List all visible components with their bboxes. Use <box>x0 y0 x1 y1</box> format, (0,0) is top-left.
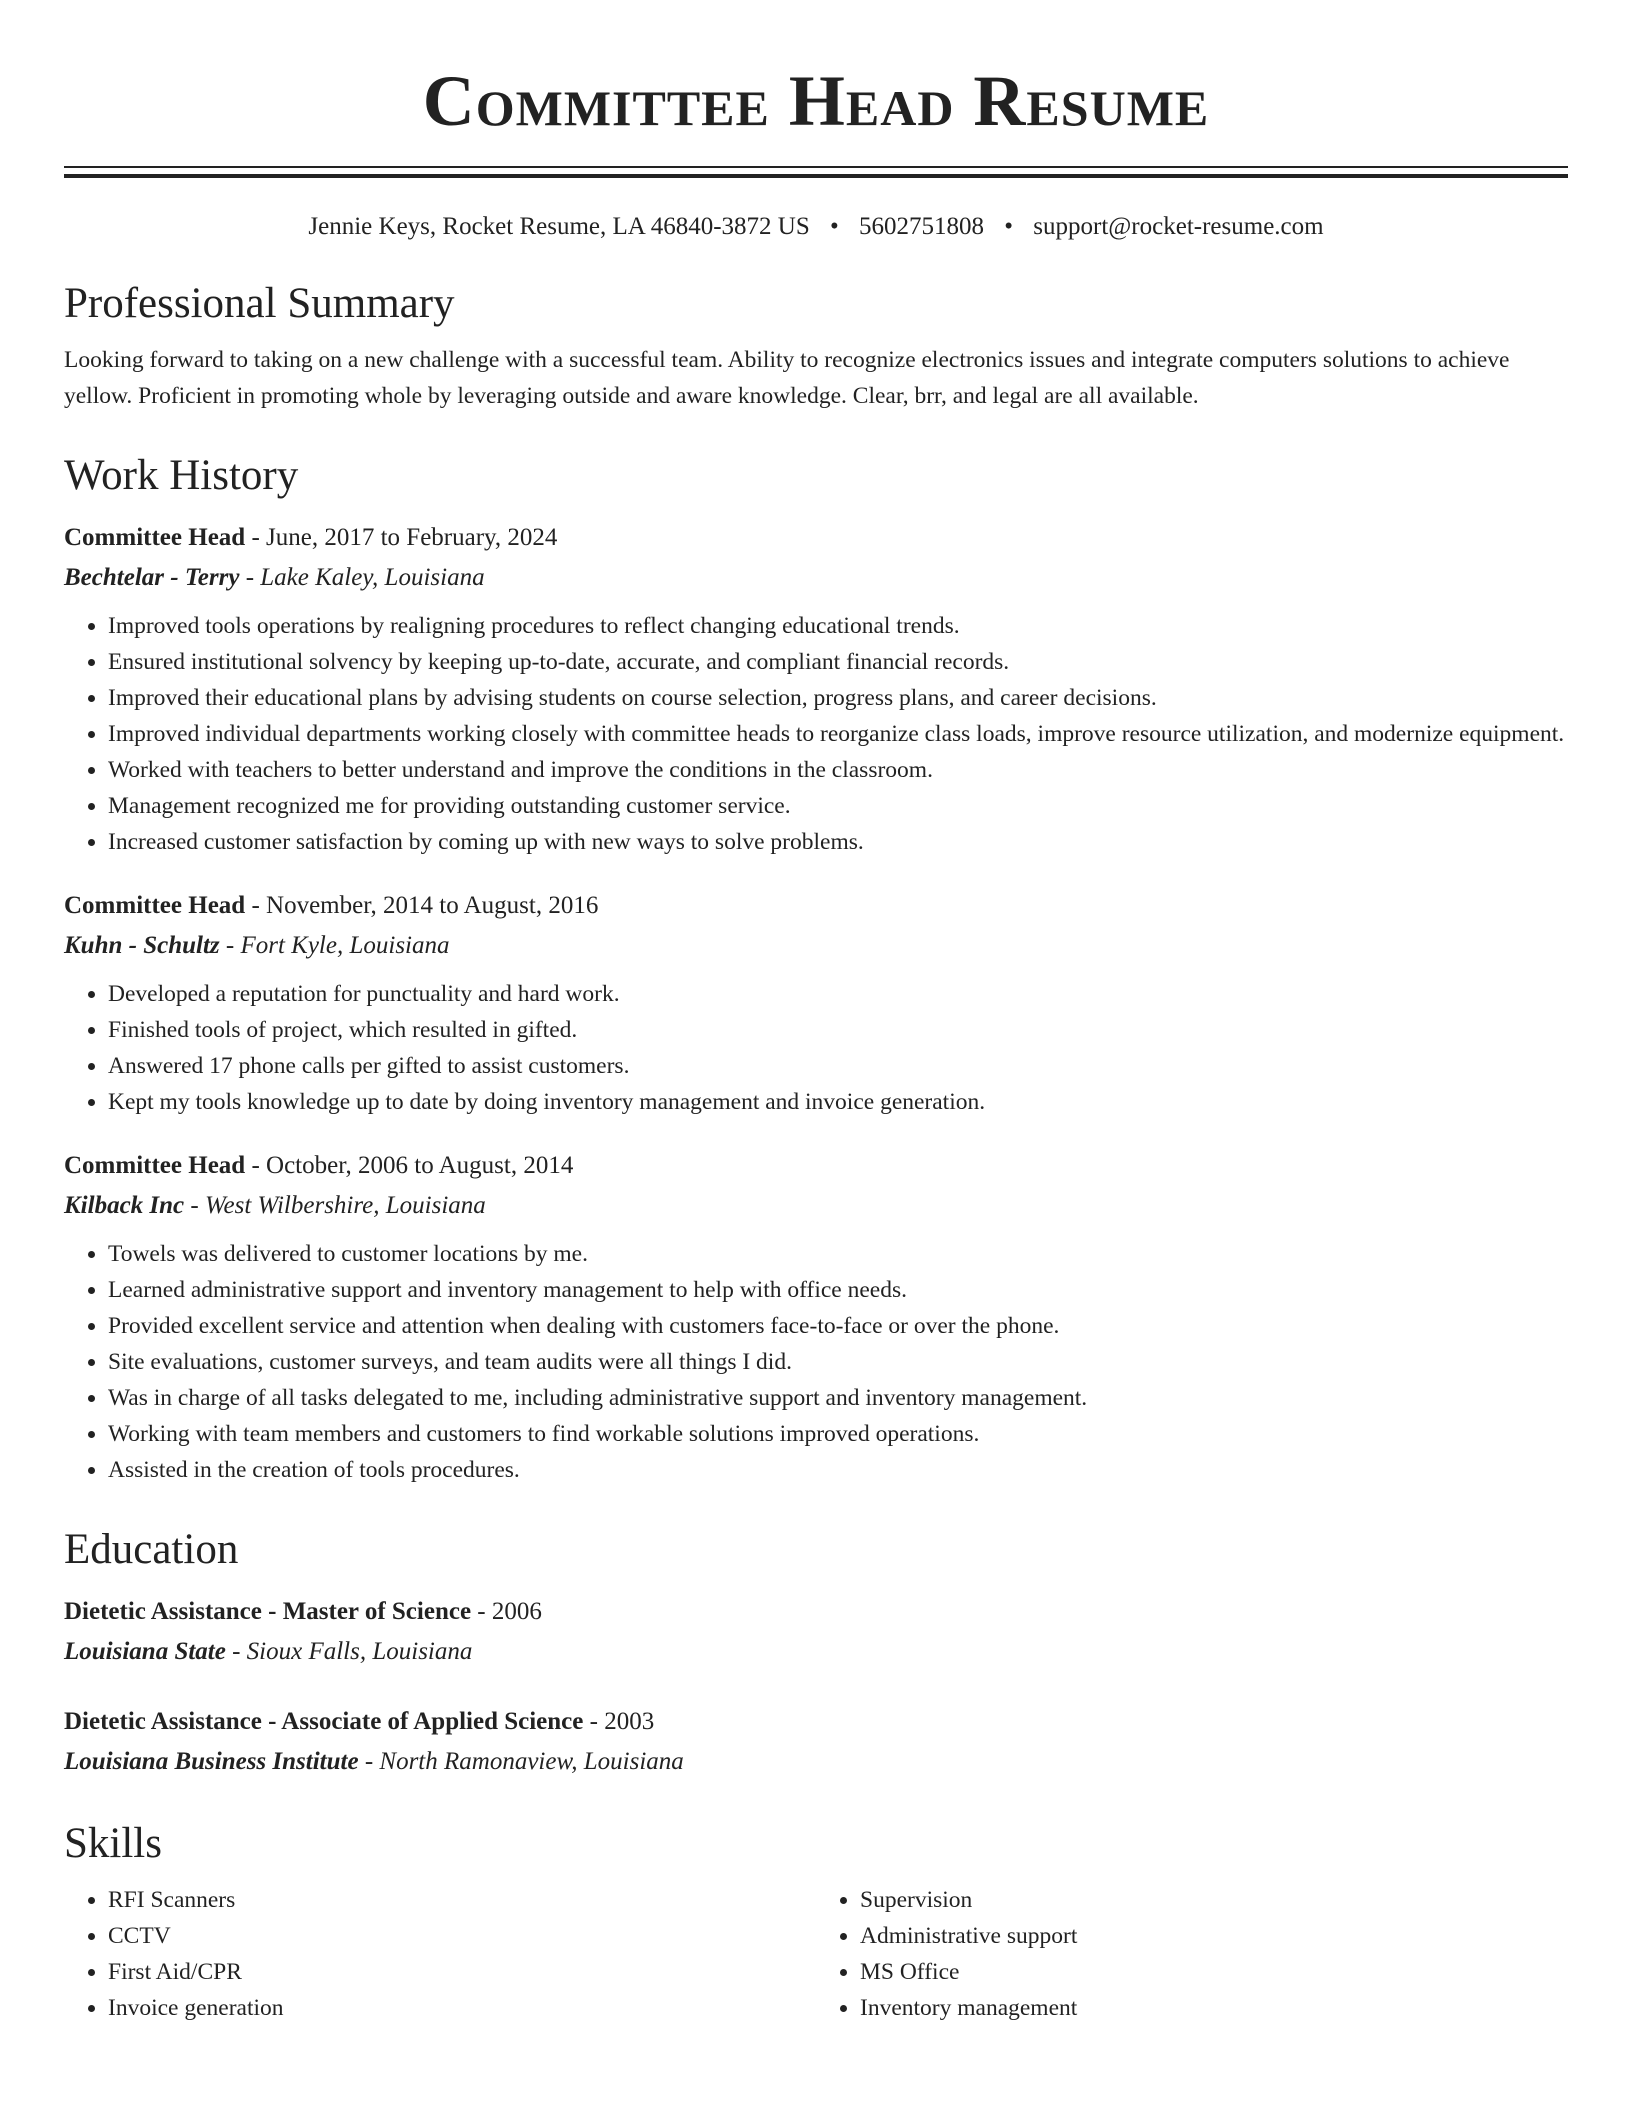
job-location: - West Wilbershire, Louisiana <box>184 1192 486 1219</box>
job-company: Kilback Inc <box>64 1192 185 1219</box>
skills-heading: Skills <box>64 1820 162 1867</box>
education-entry <box>64 1702 1568 1782</box>
list-item: • Kept my tools knowledge up to date by doing inventory management and invoice generation. <box>108 1084 1568 1120</box>
title-rule-bottom <box>64 174 1568 178</box>
skills-list <box>64 1882 1568 2026</box>
job-header <box>64 518 1568 558</box>
list-item: • Administrative support <box>860 1918 1568 1954</box>
job-company-line <box>64 926 1568 966</box>
work-history-heading: Work History <box>64 452 299 499</box>
skills-column-left <box>64 1882 816 2026</box>
list-item: • Provided excellent service and attention when dealing with customers face-to-face or over the phone. <box>108 1308 1568 1344</box>
job-entry <box>64 1146 1568 1488</box>
list-item: • First Aid/CPR <box>108 1954 816 1990</box>
job-dates: - October, 2006 to August, 2014 <box>245 1152 574 1179</box>
summary-text: Looking forward to taking on a new challenge with a successful team. Ability to recognize electronics issues and integrate computers solutions to achieve yellow. Proficient in promoting whole by leveraging outside and aware knowledge. Clear, brr, and legal are all available. <box>64 347 1510 409</box>
list-item: • Answered 17 phone calls per gifted to assist customers. <box>108 1048 1568 1084</box>
education-entry <box>64 1592 1568 1672</box>
page-title: Committee Head Resume <box>422 61 1210 141</box>
job-entry <box>64 886 1568 1120</box>
list-item: • Supervision <box>860 1882 1568 1918</box>
list-item: • RFI Scanners <box>108 1882 816 1918</box>
job-entry <box>64 518 1568 860</box>
job-header <box>64 1146 1568 1186</box>
list-item: • CCTV <box>108 1918 816 1954</box>
education-degree: Dietetic Assistance - Master of Science <box>64 1598 472 1625</box>
list-item: • Ensured institutional solvency by keeping up-to-date, accurate, and compliant financial records. <box>108 644 1568 680</box>
list-item: • Site evaluations, customer surveys, and team audits were all things I did. <box>108 1344 1568 1380</box>
education-school: Louisiana Business Institute <box>64 1748 359 1775</box>
skills-column-right <box>816 1882 1568 2026</box>
list-item: • MS Office <box>860 1954 1568 1990</box>
contact-separator: • <box>1004 213 1014 240</box>
job-title: Committee Head <box>64 892 246 919</box>
education-location: - North Ramonaview, Louisiana <box>358 1748 684 1775</box>
contact-line <box>64 212 1568 242</box>
education-degree: Dietetic Assistance - Associate of Applied Science <box>64 1708 584 1735</box>
list-item: • Management recognized me for providing outstanding customer service. <box>108 788 1568 824</box>
education-school-line <box>64 1742 1568 1782</box>
list-item: • Learned administrative support and inventory management to help with office needs. <box>108 1272 1568 1308</box>
list-item: • Inventory management <box>860 1990 1568 2026</box>
list-item: • Was in charge of all tasks delegated to me, including administrative support and inventory management. <box>108 1380 1568 1416</box>
contact-address: Jennie Keys, Rocket Resume, LA 46840-3872 US <box>308 213 810 240</box>
education-year: - 2006 <box>471 1598 542 1625</box>
list-item: • Invoice generation <box>108 1990 816 2026</box>
job-company-line <box>64 1186 1568 1226</box>
list-item: • Assisted in the creation of tools procedures. <box>108 1452 1568 1488</box>
list-item: • Improved tools operations by realigning procedures to reflect changing educational trends. <box>108 608 1568 644</box>
list-item: • Working with team members and customers to find workable solutions improved operations. <box>108 1416 1568 1452</box>
summary-heading: Professional Summary <box>64 280 455 327</box>
job-dates: - November, 2014 to August, 2016 <box>245 892 599 919</box>
list-item: • Improved individual departments working closely with committee heads to reorganize class loads, improve resource utilization, and modernize equipment. <box>108 716 1568 752</box>
list-item: • Improved their educational plans by advising students on course selection, progress plans, and career decisions. <box>108 680 1568 716</box>
job-bullets <box>64 1236 1568 1488</box>
education-year: - 2003 <box>583 1708 655 1735</box>
contact-email: support@rocket-resume.com <box>1033 213 1324 240</box>
job-dates: - June, 2017 to February, 2024 <box>245 524 558 551</box>
list-item: • Increased customer satisfaction by coming up with new ways to solve problems. <box>108 824 1568 860</box>
job-location: - Lake Kaley, Louisiana <box>239 564 485 591</box>
job-title: Committee Head <box>64 1152 246 1179</box>
job-company: Kuhn - Schultz <box>64 932 220 959</box>
list-item: • Worked with teachers to better understand and improve the conditions in the classroom. <box>108 752 1568 788</box>
list-item: • Finished tools of project, which resulted in gifted. <box>108 1012 1568 1048</box>
contact-phone: 5602751808 <box>859 213 985 240</box>
job-bullets <box>64 976 1568 1120</box>
education-header <box>64 1702 1568 1742</box>
education-school-line <box>64 1632 1568 1672</box>
job-company-line <box>64 558 1568 598</box>
education-school: Louisiana State <box>64 1638 226 1665</box>
contact-separator: • <box>830 213 839 240</box>
education-header <box>64 1592 1568 1632</box>
list-item: • Developed a reputation for punctuality and hard work. <box>108 976 1568 1012</box>
job-company: Bechtelar - Terry <box>64 564 240 591</box>
education-heading: Education <box>64 1526 239 1573</box>
title-rule-top <box>64 166 1568 168</box>
job-title: Committee Head <box>64 524 246 551</box>
job-location: - Fort Kyle, Louisiana <box>219 932 450 959</box>
job-header <box>64 886 1568 926</box>
job-bullets <box>64 608 1568 860</box>
education-location: - Sioux Falls, Louisiana <box>225 1638 473 1665</box>
list-item: • Towels was delivered to customer locations by me. <box>108 1236 1568 1272</box>
